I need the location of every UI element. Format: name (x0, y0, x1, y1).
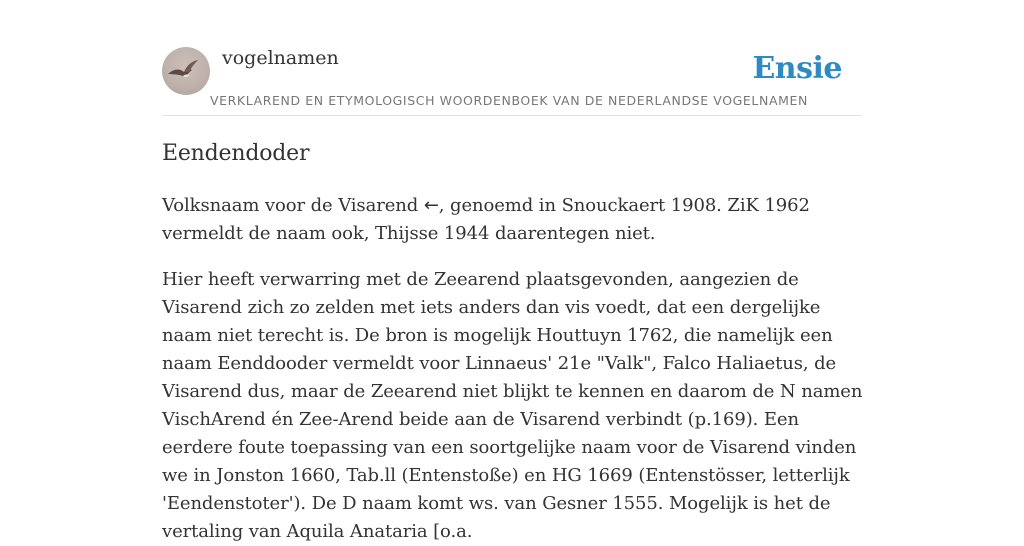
site-subtitle: VERKLAREND EN ETYMOLOGISCH WOORDENBOEK VAN DE NEDERLANDSE VOGELNAMEN (210, 93, 808, 108)
article-paragraph-2: Hier heeft verwarring met de Zeearend plaatsgevonden, aangezien de Visarend zich zo zelden met iets anders dan vis voedt, dat een dergelijke naam niet terecht is. De bron is mogelijk Houttuyn 1762, die namelijk een naam Eenddooder vermeldt voor Linnaeus' 21e "Valk", Falco Haliaetus, de Visarend dus, maar de Zeearend niet blijkt te kennen en daarom de N namen VischArend én Zee-Arend beide aan de Visarend verbindt (p.169). Een eerdere foute toepassing van een soortgelijke naam voor de Visarend vinden we in Jonston 1660, Tab.ll (Entenstoße) en HG 1669 (Entenstösser, letterlijk 'Eendenstoter'). De D naam komt ws. van Gesner 1555. Mogelijk is het de vertaling van Aquila Anataria [o.a. (162, 269, 863, 542)
paragraph-1-text-end: , genoemd in Snouckaert 1908. ZiK 1962 vermeldt de naam ook, Thijsse 1944 daarentegen niet. (162, 195, 810, 244)
article-paragraph-1 (162, 192, 864, 248)
site-header (162, 46, 862, 116)
page-title: Eendendoder (162, 141, 310, 166)
ensie-logo[interactable]: Ensie (752, 51, 842, 86)
back-arrow-icon[interactable]: ← (423, 195, 439, 216)
site-name-link[interactable]: vogelnamen (222, 47, 339, 69)
article-body (162, 138, 864, 546)
paragraph-1-text-start: Volksnaam voor de Visarend (162, 195, 424, 216)
bird-in-flight-icon[interactable] (162, 47, 210, 95)
